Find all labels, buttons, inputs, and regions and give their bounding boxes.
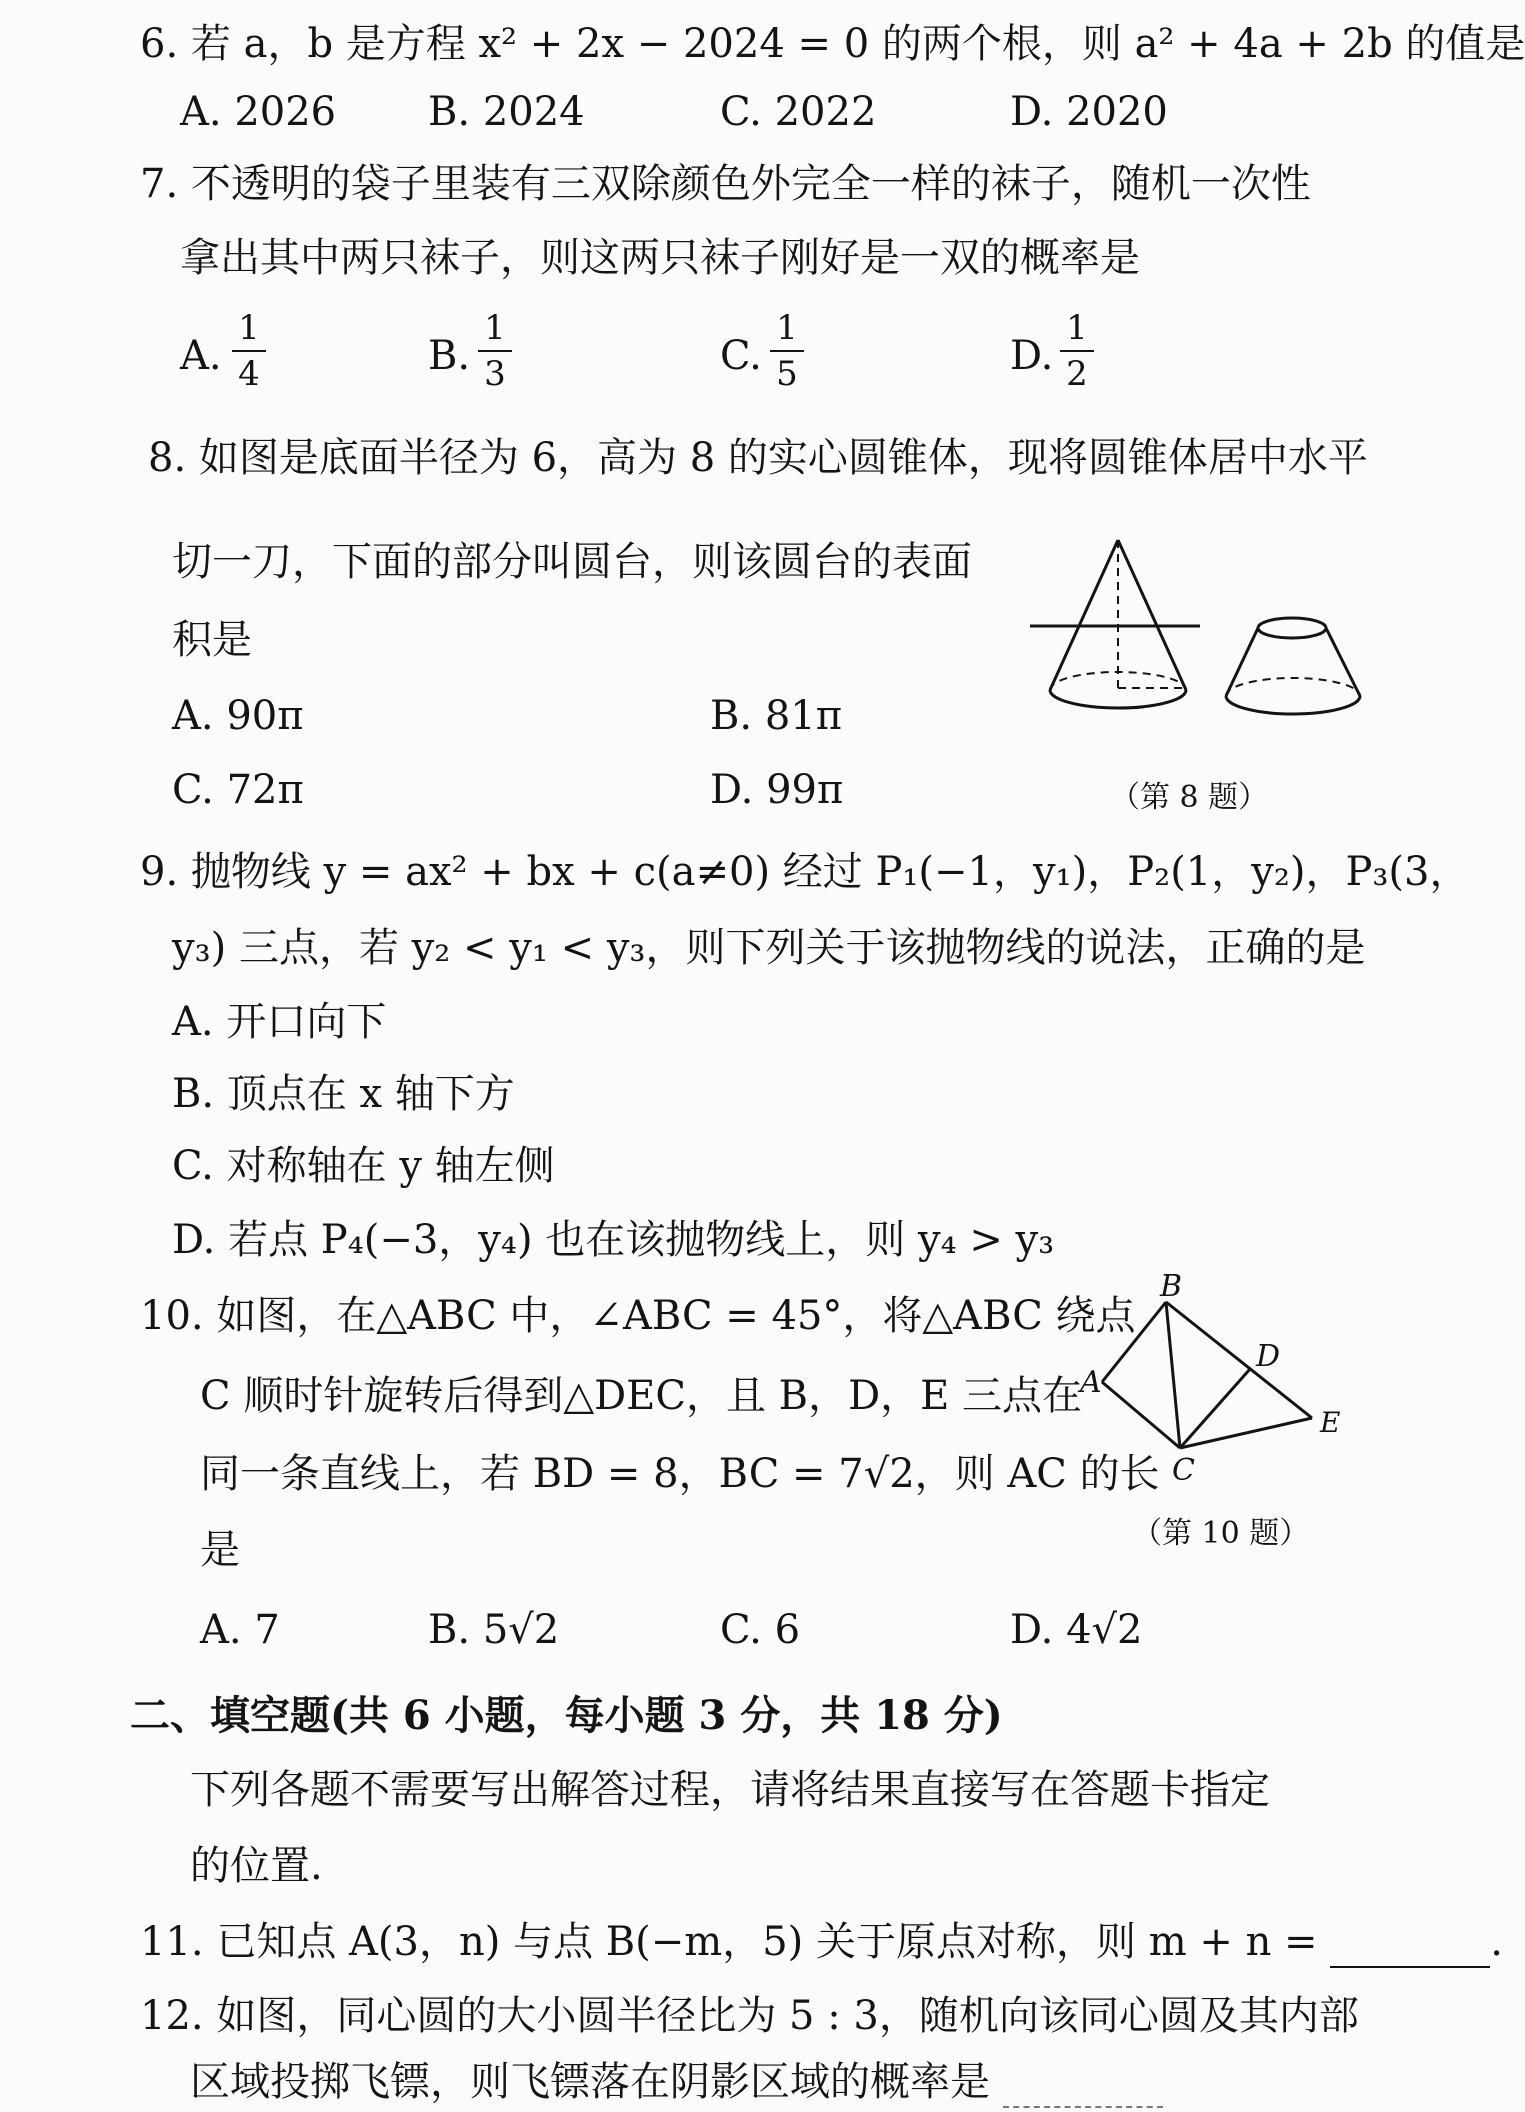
fraction-bar — [1060, 350, 1094, 352]
frustum-base-back — [1226, 678, 1360, 696]
q12-answer-blank — [1003, 2066, 1163, 2108]
q9-option-b: B. 顶点在 x 轴下方 — [172, 1071, 515, 1117]
cone-right-edge — [1118, 540, 1186, 690]
q10-option-d: D. 4√2 — [1010, 1607, 1143, 1653]
q11-period: . — [1490, 1919, 1504, 1965]
frustum-right-edge — [1326, 628, 1360, 696]
q7-option-c-label: C. — [720, 333, 762, 379]
cone-left-edge — [1050, 540, 1118, 690]
q6-option-c: C. 2022 — [720, 89, 877, 135]
fraction-denominator: 4 — [238, 354, 260, 394]
q10-option-c: C. 6 — [720, 1607, 801, 1653]
q10-option-b: B. 5√2 — [428, 1607, 560, 1653]
point-label-a: A — [1080, 1365, 1102, 1400]
point-label-e: E — [1320, 1406, 1341, 1439]
fraction-denominator: 3 — [484, 354, 506, 394]
segment-ce — [1180, 1418, 1312, 1448]
q6-option-a: A. 2026 — [180, 89, 337, 135]
q7-option-b-fraction — [478, 308, 512, 394]
q7-option-d-fraction — [1060, 308, 1094, 394]
frustum-left-edge — [1226, 628, 1258, 696]
q7-stem-line2: 拿出其中两只袜子，则这两只袜子刚好是一双的概率是 — [180, 235, 1140, 281]
q7-option-a-label: A. — [180, 333, 222, 379]
section-2-intro-line1: 下列各题不需要写出解答过程，请将结果直接写在答题卡指定 — [190, 1767, 1270, 1813]
q6-stem: 6. 若 a，b 是方程 x² + 2x − 2024 = 0 的两个根，则 a² + 4a + 2b 的值是 — [140, 21, 1525, 67]
q12-stem-line1: 12. 如图，同心圆的大小圆半径比为 5 : 3，随机向该同心圆及其内部 — [140, 1993, 1359, 2039]
q8-option-c: C. 72π — [172, 767, 304, 813]
fraction-numerator: 1 — [776, 308, 798, 348]
segment-ba — [1102, 1302, 1166, 1382]
q10-stem-line3: 同一条直线上，若 BD = 8，BC = 7√2，则 AC 的长 — [200, 1451, 1160, 1497]
segment-bc — [1166, 1302, 1180, 1448]
q8-stem-line3: 积是 — [172, 617, 252, 663]
fraction-denominator: 5 — [776, 354, 798, 394]
fraction-numerator: 1 — [1066, 308, 1088, 348]
fraction-bar — [232, 350, 266, 352]
q8-cone-figure — [1030, 530, 1370, 730]
q10-caption: （第 10 题） — [1132, 1516, 1310, 1551]
fraction-denominator: 2 — [1066, 354, 1088, 394]
q12-stem-line2: 区域投掷飞镖，则飞镖落在阴影区域的概率是 — [190, 2059, 990, 2105]
q6-option-d: D. 2020 — [1010, 89, 1168, 135]
q10-stem-line1: 10. 如图，在△ABC 中，∠ABC = 45°，将△ABC 绕点 — [140, 1293, 1136, 1339]
frustum-top — [1258, 618, 1326, 638]
q7-option-a-fraction — [232, 308, 266, 394]
point-label-d: D — [1256, 1339, 1281, 1374]
fraction-bar — [770, 350, 804, 352]
q12-line2 — [190, 2056, 1163, 2108]
q6-option-b: B. 2024 — [428, 89, 585, 135]
segment-ac — [1102, 1382, 1180, 1448]
fraction-numerator: 1 — [238, 308, 260, 348]
q9-option-a: A. 开口向下 — [172, 999, 387, 1045]
q8-option-b: B. 81π — [710, 693, 843, 739]
q11-line — [140, 1916, 1503, 1968]
q9-stem-line2: y₃) 三点，若 y₂ < y₁ < y₃，则下列关于该抛物线的说法，正确的是 — [172, 925, 1366, 971]
q7-option-c-fraction — [770, 308, 804, 394]
q10-triangle-figure — [1080, 1270, 1360, 1490]
fraction-numerator: 1 — [484, 308, 506, 348]
q11-answer-blank — [1330, 1926, 1490, 1968]
section-2-title: 二、填空题(共 6 小题，每小题 3 分，共 18 分) — [130, 1692, 1003, 1739]
q8-caption: （第 8 题） — [1110, 780, 1269, 815]
q7-option-b-label: B. — [428, 333, 471, 379]
q8-option-a: A. 90π — [172, 693, 304, 739]
q10-option-a: A. 7 — [200, 1607, 280, 1653]
q11-stem: 11. 已知点 A(3，n) 与点 B(−m，5) 关于原点对称，则 m + n = — [140, 1919, 1318, 1965]
q7-option-d-label: D. — [1010, 333, 1054, 379]
point-label-c: C — [1172, 1453, 1195, 1488]
segment-cd — [1180, 1369, 1250, 1448]
q9-option-d: D. 若点 P₄(−3，y₄) 也在该抛物线上，则 y₄ > y₃ — [172, 1217, 1055, 1263]
q8-option-d: D. 99π — [710, 767, 844, 813]
q7-stem-line1: 7. 不透明的袋子里装有三双除颜色外完全一样的袜子，随机一次性 — [140, 161, 1311, 207]
q10-stem-line2: C 顺时针旋转后得到△DEC，且 B，D，E 三点在 — [200, 1373, 1083, 1419]
frustum-base-front — [1226, 696, 1360, 714]
q9-option-c: C. 对称轴在 y 轴左侧 — [172, 1143, 555, 1189]
q9-stem-line1: 9. 抛物线 y = ax² + bx + c(a≠0) 经过 P₁(−1，y₁)，P₂(1，y₂)，P₃(3， — [140, 849, 1470, 895]
q8-stem-line1: 8. 如图是底面半径为 6，高为 8 的实心圆锥体，现将圆锥体居中水平 — [148, 435, 1368, 481]
cone-base-front — [1050, 690, 1186, 708]
section-2-intro-line2: 的位置. — [190, 1843, 323, 1889]
point-label-b: B — [1160, 1269, 1183, 1304]
fraction-bar — [478, 350, 512, 352]
segment-be — [1166, 1302, 1312, 1418]
q8-stem-line2: 切一刀，下面的部分叫圆台，则该圆台的表面 — [172, 539, 972, 585]
q10-stem-line4: 是 — [200, 1527, 240, 1573]
